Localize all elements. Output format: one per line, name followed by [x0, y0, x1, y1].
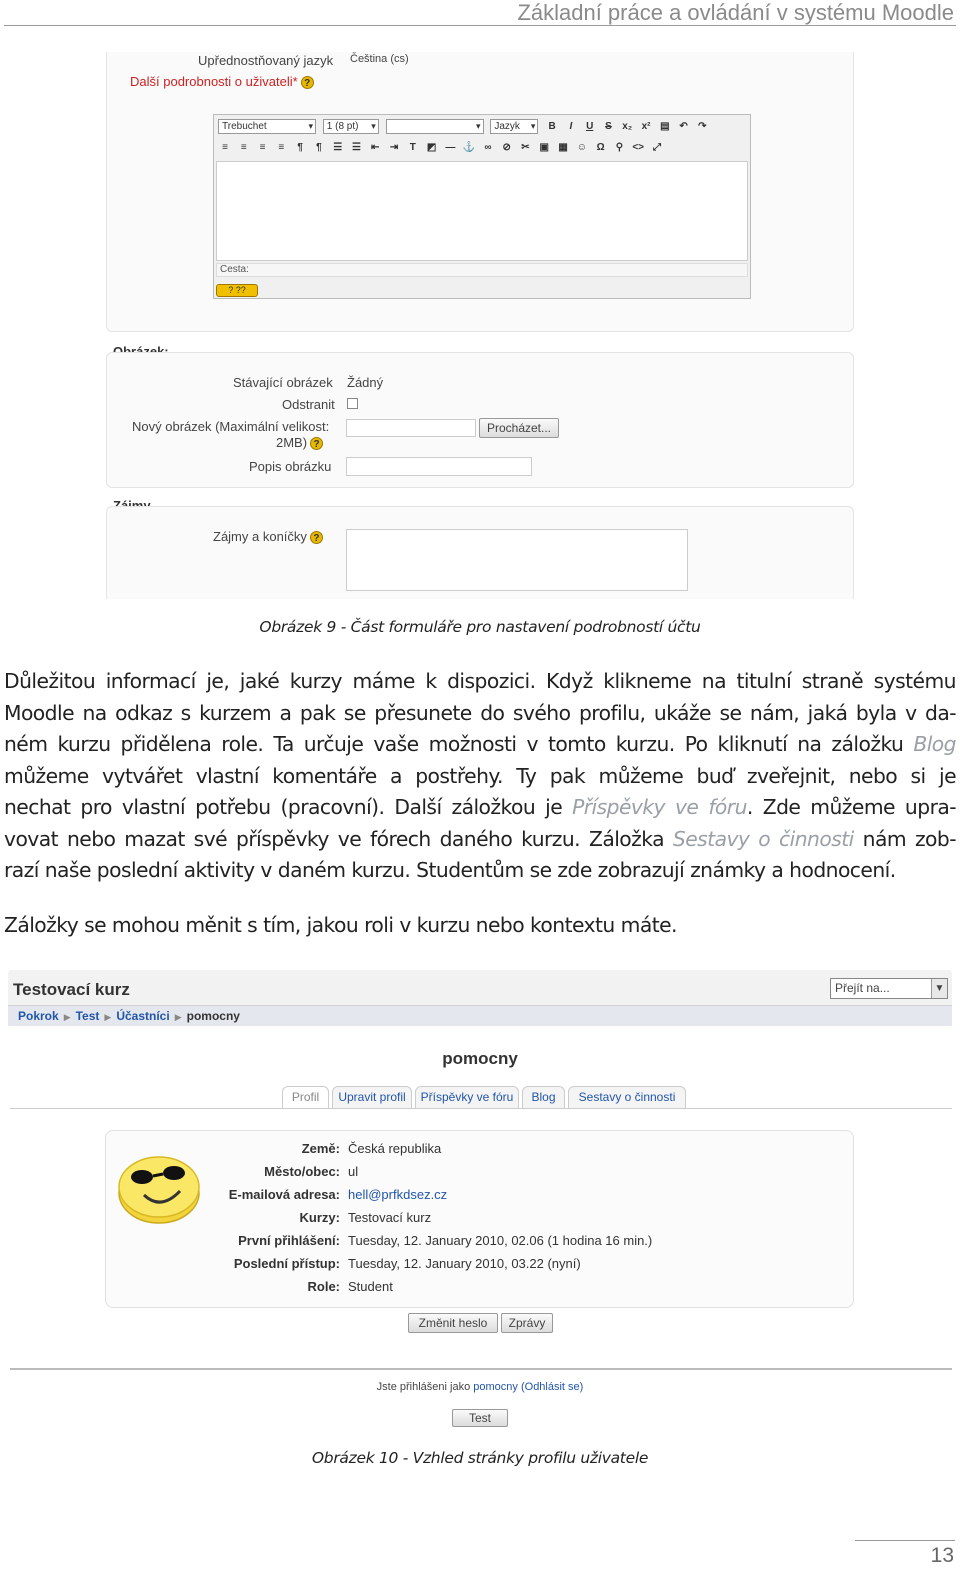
forum-posts-term: Příspěvky ve fóru — [572, 795, 747, 819]
page-header — [0, 0, 960, 26]
running-title: Základní práce a ovládání v systému Moodle — [517, 0, 954, 25]
interests-label-text: Zájmy a koníčky — [213, 529, 307, 544]
logout-link[interactable]: (Odhlásit se) — [520, 1381, 584, 1393]
profile-key: Role: — [307, 1279, 340, 1294]
ltr-icon[interactable]: ¶ — [297, 142, 303, 153]
text-color-icon[interactable]: T — [409, 142, 416, 153]
tab-forum-posts[interactable]: Příspěvky ve fóru — [415, 1086, 519, 1108]
profile-key: Země: — [301, 1141, 340, 1156]
profile-value: Testovací kurz — [348, 1210, 432, 1225]
align-right-icon[interactable]: ≡ — [259, 142, 266, 153]
course-header — [8, 970, 952, 1026]
nolink-icon[interactable]: ✂ — [521, 142, 530, 153]
profile-buttons — [4, 1313, 956, 1335]
subscript-icon[interactable]: x₂ — [622, 120, 633, 132]
figure-9-screenshot — [6, 52, 956, 599]
header-rule — [4, 25, 956, 26]
new-picture-label-2-text: 2MB) — [276, 435, 308, 450]
profile-key: Poslední přístup: — [233, 1256, 340, 1271]
delete-checkbox[interactable] — [347, 398, 358, 409]
breadcrumb-link[interactable]: Pokrok — [18, 1009, 59, 1023]
page-number: 13 — [930, 1544, 954, 1567]
ordered-list-icon[interactable]: ☰ — [333, 142, 343, 153]
profile-row — [106, 1187, 855, 1207]
tab-profile[interactable]: Profil — [282, 1086, 329, 1108]
paste-icon[interactable]: ▤ — [660, 120, 670, 132]
link-icon[interactable]: ∞ — [484, 142, 492, 153]
paragraph-1-line — [4, 729, 956, 761]
table-icon[interactable]: ▦ — [558, 142, 568, 153]
profile-value: Student — [348, 1279, 393, 1294]
editor-textarea[interactable] — [216, 161, 748, 261]
editor-toolbar-1 — [218, 119, 711, 139]
superscript-icon[interactable]: x² — [641, 120, 651, 132]
text-run: nechat pro vlastní potřebu (pracovní). Další záložkou je — [4, 795, 573, 819]
delete-label: Odstranit — [282, 397, 335, 412]
rtl-icon[interactable]: ¶ — [316, 142, 322, 153]
breadcrumb-current: pomocny — [186, 1009, 240, 1023]
new-picture-file-input[interactable] — [346, 419, 476, 437]
text-run: vovat nebo mazat své příspěvky ve fórech daného kurzu. Záložka — [4, 826, 673, 851]
new-picture-label-2 — [276, 435, 323, 450]
undo-icon[interactable]: ↶ — [679, 120, 688, 132]
html-editor — [213, 114, 751, 299]
align-left-icon[interactable]: ≡ — [222, 142, 228, 153]
italic-icon[interactable]: I — [569, 120, 573, 132]
indent-icon[interactable]: ⇥ — [389, 142, 399, 153]
align-center-icon[interactable]: ≡ — [240, 142, 247, 153]
smiley-icon[interactable]: ☺ — [576, 142, 587, 153]
preferred-language-label: Upřednostňovaný jazyk — [198, 53, 334, 68]
strikethrough-icon[interactable]: S — [605, 120, 612, 132]
footer-course-button[interactable]: Test — [452, 1409, 508, 1427]
paragraph-2 — [4, 910, 956, 942]
paragraph-1-line: Moodle na odkaz s kurzem a pak se přesunete do svého profilu, ukáže se nám, jaká byla v da- — [4, 700, 956, 725]
profile-row — [106, 1233, 855, 1253]
email-link[interactable]: hell@prfkdsez.cz — [348, 1187, 448, 1202]
profile-row — [106, 1164, 855, 1184]
html-source-icon[interactable]: <> — [632, 142, 645, 153]
paragraph-2-line: Záložky se mohou měnit s tím, jakou roli v kurzu nebo kontextu máte. — [4, 913, 677, 937]
breadcrumb-separator-icon: ▶ — [174, 1012, 182, 1022]
current-picture-value: Žádný — [347, 375, 384, 390]
redo-icon[interactable]: ↷ — [698, 120, 707, 132]
font-select[interactable]: Trebuchet ▾ — [218, 119, 316, 134]
horizontal-rule-icon[interactable]: — — [445, 142, 456, 153]
profile-value: ul — [348, 1164, 359, 1179]
breadcrumb-link[interactable]: Účastníci — [116, 1009, 170, 1023]
background-color-icon[interactable]: ◩ — [426, 142, 437, 153]
chevron-down-icon[interactable]: ▼ — [931, 979, 947, 998]
image-icon[interactable]: ▣ — [539, 142, 549, 153]
editor-help-button[interactable]: ? ?? — [216, 284, 258, 297]
help-icon[interactable]: ? — [310, 531, 323, 544]
unlink-icon[interactable]: ⊘ — [502, 142, 511, 153]
breadcrumb-separator-icon: ▶ — [104, 1012, 112, 1022]
help-icon[interactable]: ? — [301, 76, 314, 89]
profile-key: První přihlášení: — [238, 1233, 340, 1248]
more-details-label — [130, 74, 314, 89]
interests-input[interactable] — [346, 529, 688, 591]
special-char-icon[interactable]: Ω — [596, 142, 605, 153]
paragraph-1-line: můžeme vytvářet vlastní komentáře a postřehy. Ty pak můžeme buď zveřejnit, nebo si je — [4, 763, 956, 788]
profile-value: Tuesday, 12. January 2010, 02.06 (1 hodina 16 min.) — [348, 1233, 653, 1248]
tab-edit-profile[interactable]: Upravit profil — [332, 1086, 412, 1108]
current-picture-label: Stávající obrázek — [233, 375, 333, 390]
breadcrumb — [8, 1005, 952, 1026]
tab-activity-reports[interactable]: Sestavy o činnosti — [568, 1086, 686, 1108]
picture-description-input[interactable] — [346, 457, 532, 476]
profile-row — [106, 1279, 855, 1299]
paragraph-1-line — [4, 792, 956, 824]
jump-to-text: Přejít na... — [835, 981, 890, 995]
profile-row — [106, 1141, 855, 1161]
blog-term: Blog — [913, 732, 956, 756]
profile-row — [106, 1256, 855, 1276]
size-select[interactable]: 1 (8 pt) ▾ — [323, 119, 379, 134]
preferred-language-select[interactable]: Čeština (cs) — [350, 53, 409, 65]
outdent-icon[interactable]: ⇤ — [371, 142, 380, 153]
figure-10-caption: Obrázek 10 - Vzhled stránky profilu uživatele — [311, 1449, 649, 1467]
search-replace-icon[interactable]: ⚲ — [615, 142, 624, 153]
fullscreen-icon[interactable]: ⤢ — [652, 142, 661, 153]
picture-description-label: Popis obrázku — [249, 459, 332, 474]
profile-row — [106, 1210, 855, 1230]
paragraph-1-line: Důležitou informací je, jaké kurzy máme k dispozici. Když klikneme na titulní straně systému — [4, 669, 956, 693]
style-select[interactable] — [386, 119, 484, 134]
unordered-list-icon[interactable]: ☰ — [351, 142, 361, 153]
activity-reports-term: Sestavy o činnosti — [672, 826, 854, 851]
help-icon[interactable]: ? — [310, 437, 323, 450]
editor-toolbar-2 — [218, 141, 666, 161]
text-run: nám zob- — [853, 826, 956, 851]
paragraph-1-line: razí naše poslední aktivity v daném kurzu. Studentům se zde zobrazují známky a hodnocení. — [4, 858, 896, 882]
login-info-text: Jste přihlášeni jako — [376, 1381, 474, 1393]
bold-icon[interactable]: B — [548, 120, 556, 132]
new-picture-label-1: Nový obrázek (Maximální velikost: — [132, 419, 330, 434]
text-run: ném kurzu přidělena role. Ta určuje vaše možnosti v tomto kurzu. Po kliknutí na záložku — [4, 732, 914, 756]
breadcrumb-separator-icon: ▶ — [63, 1012, 71, 1022]
profile-key: Kurzy: — [299, 1210, 340, 1225]
profile-value: Tuesday, 12. January 2010, 03.22 (nyní) — [348, 1256, 581, 1271]
user-link[interactable]: pomocny — [473, 1381, 518, 1393]
tab-divider — [10, 1108, 952, 1109]
messages-button[interactable]: Zprávy — [501, 1313, 553, 1333]
profile-key: E-mailová adresa: — [228, 1187, 340, 1202]
language-select[interactable]: Jazyk ▾ — [490, 119, 538, 134]
tab-blog[interactable]: Blog — [522, 1086, 565, 1108]
interests-label — [213, 529, 323, 544]
login-info — [4, 1381, 956, 1393]
profile-key: Město/obec: — [264, 1164, 340, 1179]
change-password-button[interactable]: Změnit heslo — [408, 1313, 498, 1333]
user-heading: pomocny — [442, 1049, 518, 1068]
figure-10-screenshot — [4, 967, 956, 1432]
figure-9-caption: Obrázek 9 - Část formuláře pro nastavení podrobností účtu — [259, 618, 701, 636]
page-number-rule — [855, 1540, 955, 1541]
profile-panel — [105, 1130, 854, 1308]
anchor-icon[interactable]: ⚓ — [462, 142, 476, 153]
breadcrumb-link[interactable]: Test — [75, 1009, 100, 1023]
text-run: . Zde můžeme upra- — [746, 795, 956, 819]
footer-rule — [10, 1368, 952, 1370]
profile-value: Česká republika — [348, 1141, 442, 1156]
more-details-text: Další podrobnosti o uživateli* — [130, 74, 298, 89]
editor-path: Cesta: — [216, 263, 748, 277]
course-title: Testovací kurz — [13, 980, 130, 999]
underline-icon[interactable]: U — [586, 120, 594, 132]
browse-button[interactable]: Procházet... — [479, 418, 559, 438]
justify-icon[interactable]: ≡ — [278, 142, 285, 153]
paragraph-1 — [4, 666, 956, 887]
paragraph-1-line — [4, 824, 956, 856]
jump-to-select[interactable] — [830, 978, 948, 999]
